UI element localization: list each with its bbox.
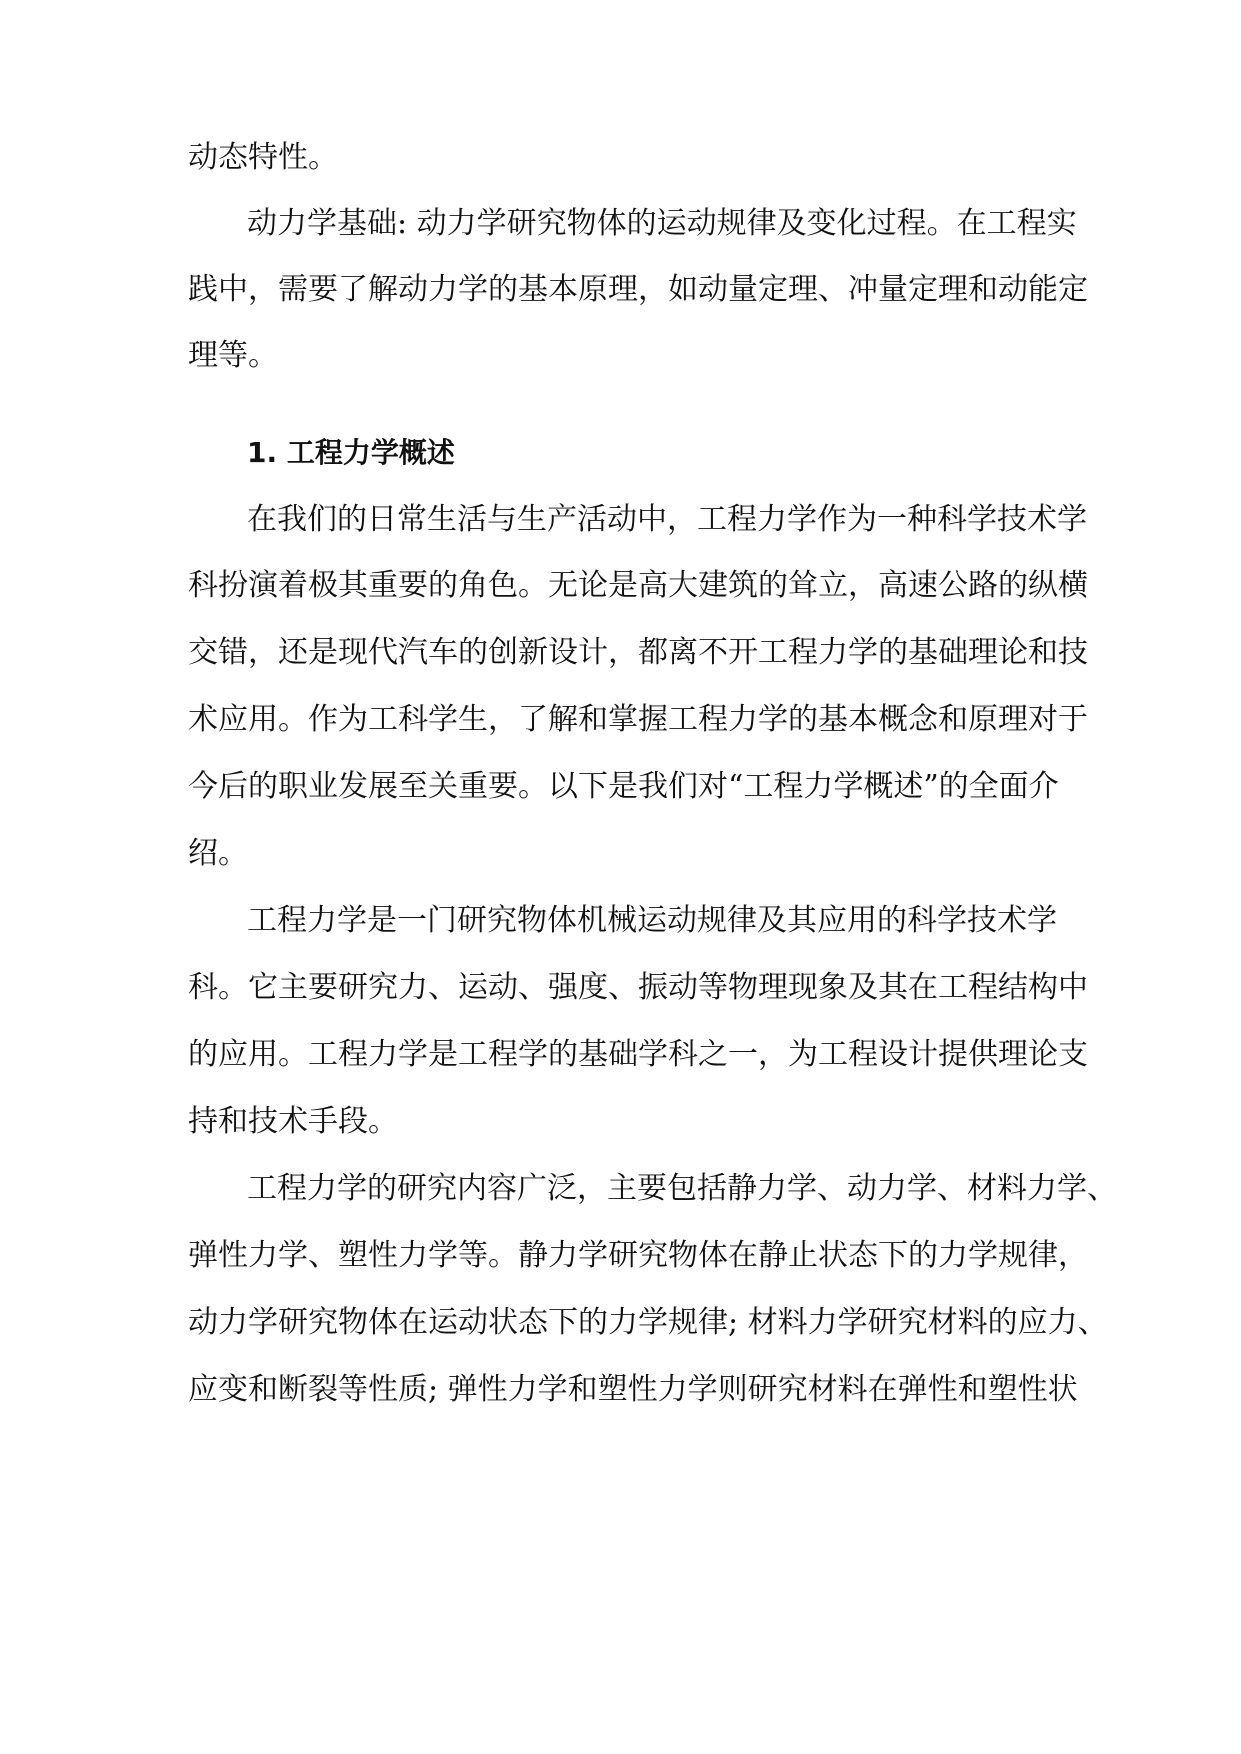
text-line: 绍。 [188, 836, 248, 871]
paragraph-first-line: 工程力学是一门研究物体机械运动规律及其应用的科学技术学 [247, 903, 1057, 938]
text-line: 科。它主要研究力、运动、强度、振动等物理现象及其在工程结构中 [188, 970, 1088, 1005]
text-line: 交错，还是现代汽车的创新设计，都离不开工程力学的基础理论和技 [188, 635, 1088, 670]
text-line: 科扮演着极其重要的角色。无论是高大建筑的耸立，高速公路的纵横 [188, 568, 1088, 603]
text-line: 持和技术手段。 [188, 1104, 398, 1139]
section-heading: 1. 工程力学概述 [247, 436, 455, 469]
text-line: 今后的职业发展至关重要。以下是我们对“工程力学概述”的全面介 [188, 769, 1059, 804]
text-line: 动态特性。 [188, 140, 338, 175]
paragraph-first-line: 工程力学的研究内容广泛，主要包括静力学、动力学、材料力学、 [247, 1171, 1117, 1206]
text-line: 动力学研究物体在运动状态下的力学规律; 材料力学研究材料的应力、 [188, 1305, 1108, 1340]
text-line: 术应用。作为工科学生，了解和掌握工程力学的基本概念和原理对于 [188, 702, 1088, 737]
text-line: 理等。 [188, 338, 278, 373]
text-line: 的应用。工程力学是工程学的基础学科之一，为工程设计提供理论支 [188, 1037, 1088, 1072]
paragraph-first-line: 在我们的日常生活与生产活动中，工程力学作为一种科学技术学 [247, 502, 1087, 537]
paragraph-first-line: 动力学基础: 动力学研究物体的运动规律及变化过程。在工程实 [247, 206, 1077, 241]
text-line: 践中，需要了解动力学的基本原理，如动量定理、冲量定理和动能定 [188, 272, 1088, 307]
text-line: 弹性力学、塑性力学等。静力学研究物体在静止状态下的力学规律， [188, 1238, 1088, 1273]
text-line: 应变和断裂等性质; 弹性力学和塑性力学则研究材料在弹性和塑性状 [188, 1372, 1078, 1407]
